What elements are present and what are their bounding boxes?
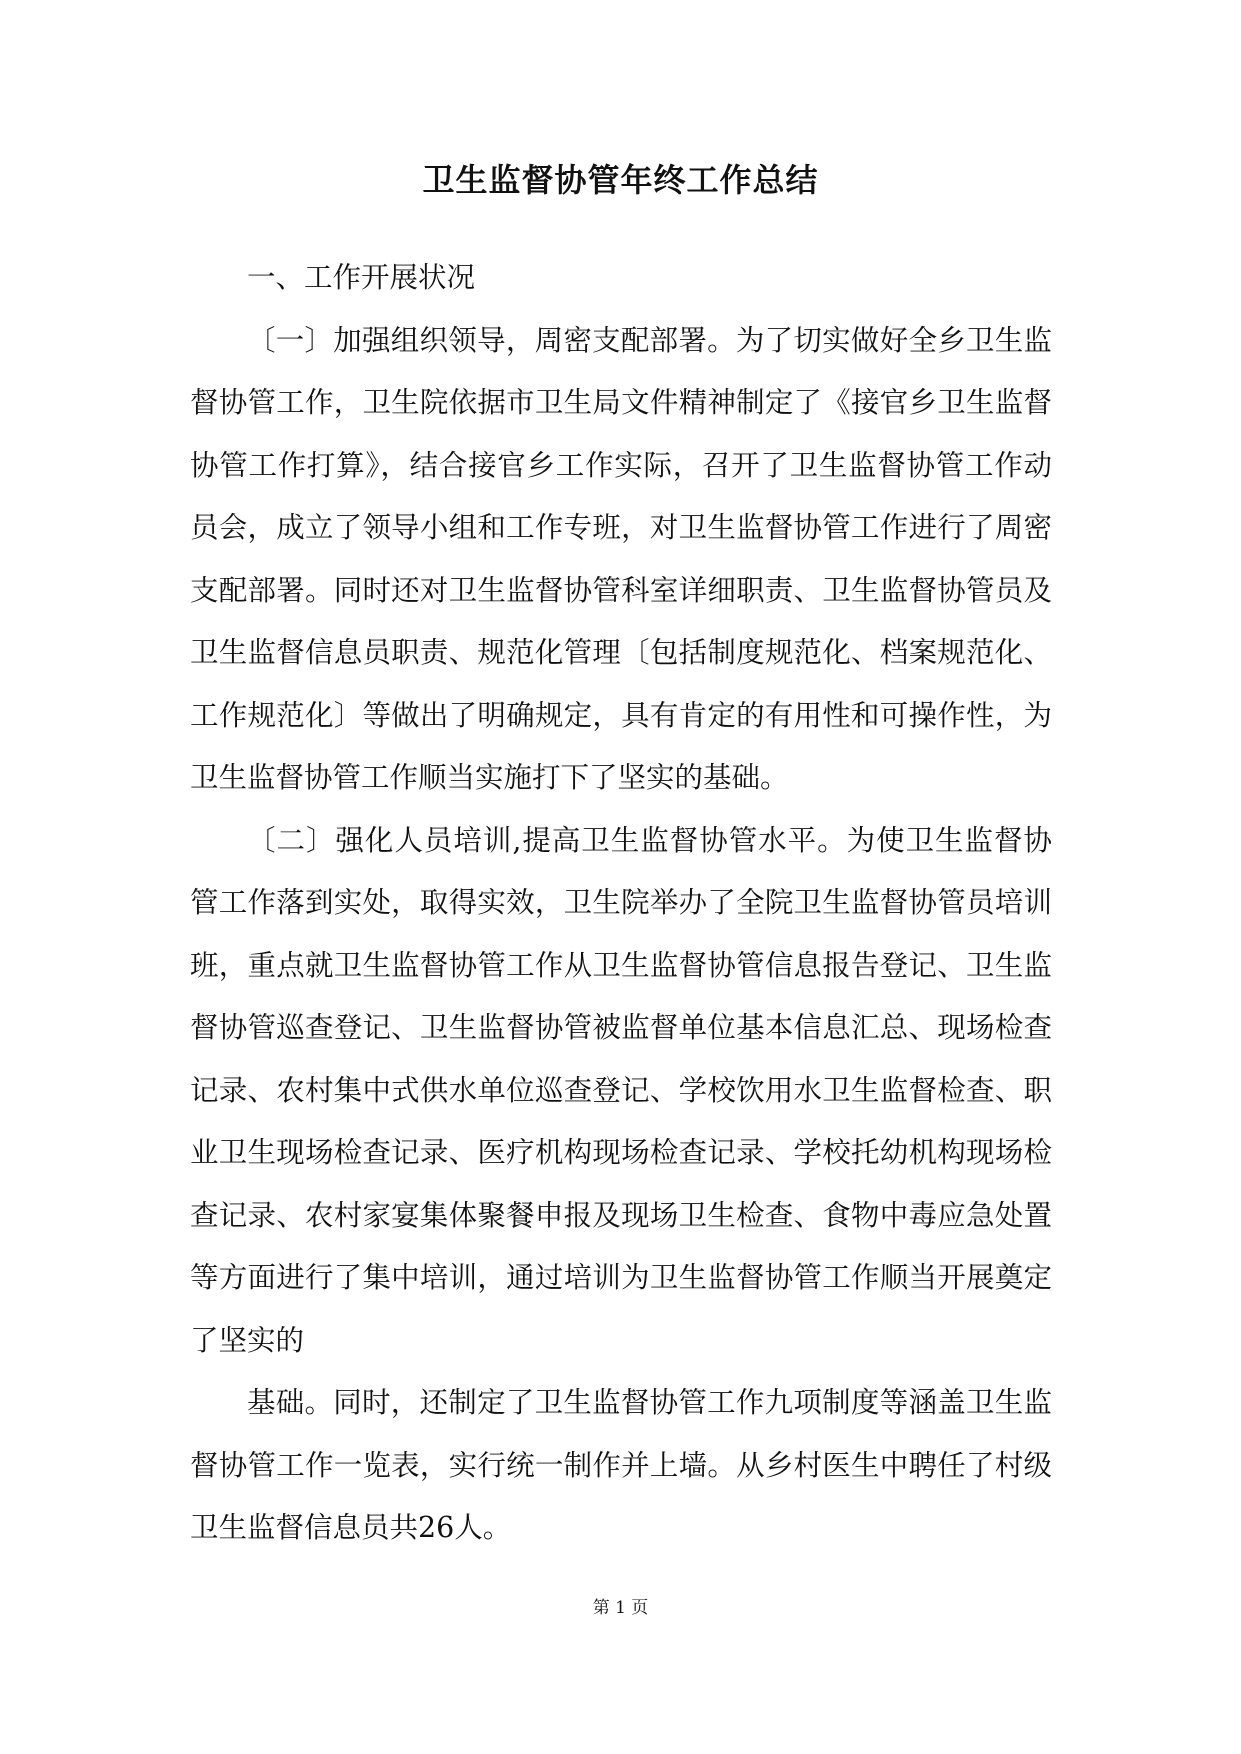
document-body bbox=[190, 247, 1052, 1560]
section-heading: 一、工作开展状况 bbox=[247, 261, 476, 294]
paragraph-personnel-training: 〔二〕强化人员培训,提高卫生监督协管水平。为使卫生监督协管工作落到实处，取得实效，卫生院举办了全院卫生监督协管员培训班，重点就卫生监督协管工作从卫生监督协管信息报告登记、卫生监督协管巡查登记、卫生监督协管被监督单位基本信息汇总、现场检查记录、农村集中式供水单位巡查登记、学校饮用水卫生监督检查、职业卫生现场检查记录、医疗机构现场检查记录、学校托幼机构现场检查记录、农村家宴集体聚餐申报及现场卫生检查、食物中毒应急处置等方面进行了集中培训，通过培训为卫生监督协管工作顺当开展奠定了坚实的 bbox=[190, 823, 1052, 1357]
document-title: 卫生监督协管年终工作总结 bbox=[422, 161, 819, 199]
paragraph-basis-continuation: 基础。同时，还制定了卫生监督协管工作九项制度等涵盖卫生监督协管工作一览表，实行统一制作并上墙。从乡村医生中聘任了村级卫生监督信息员共26人。 bbox=[190, 1386, 1052, 1544]
paragraph-organization-leadership: 〔一〕加强组织领导，周密支配部署。为了切实做好全乡卫生监督协管工作，卫生院依据市卫生局文件精神制定了《接官乡卫生监督协管工作打算》，结合接官乡工作实际，召开了卫生监督协管工作动员会，成立了领导小组和工作专班，对卫生监督协管工作进行了周密支配部署。同时还对卫生监督协管科室详细职责、卫生监督协管员及卫生监督信息员职责、规范化管理〔包括制度规范化、档案规范化、工作规范化〕等做出了明确规定，具有肯定的有用性和可操作性，为卫生监督协管工作顺当实施打下了坚实的基础。 bbox=[190, 323, 1052, 794]
page-number: 第 1 页 bbox=[592, 1598, 649, 1618]
